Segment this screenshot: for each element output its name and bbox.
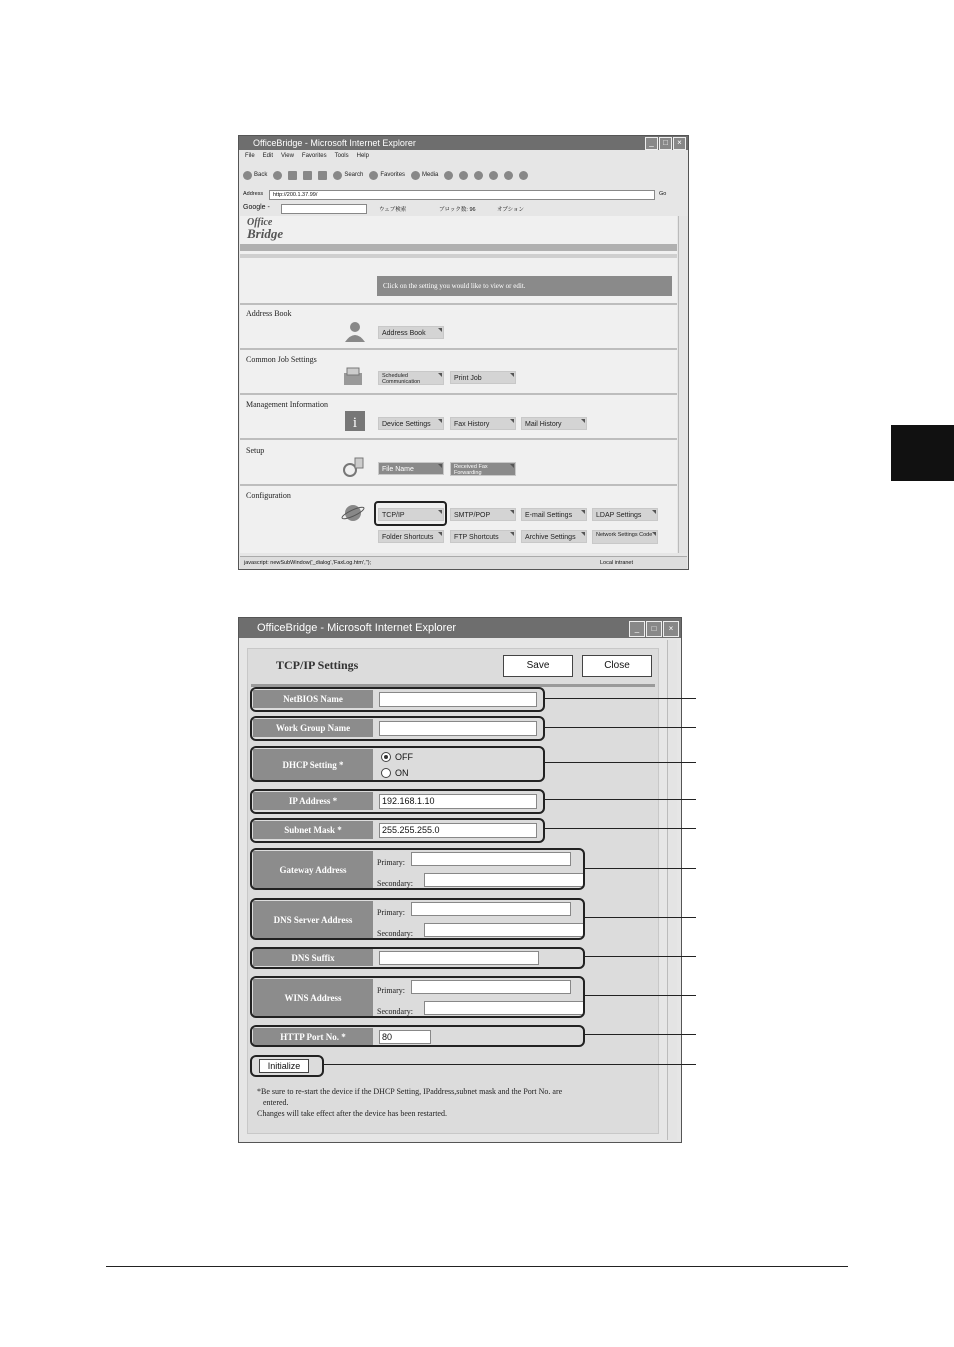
setup-icon (341, 456, 365, 478)
svg-text:i: i (352, 415, 358, 431)
address-input[interactable]: http://200.1.37.99/ (269, 190, 655, 200)
mail-icon[interactable] (459, 171, 468, 180)
page-content (240, 216, 677, 553)
menu-bar (239, 153, 688, 159)
wins-primary-label: Primary: (377, 986, 405, 995)
status-zone: Local intranet (600, 560, 634, 566)
media-icon (411, 171, 420, 180)
messenger-icon[interactable] (519, 171, 528, 180)
header-divider-2 (240, 254, 677, 258)
logo-office-text: Office (247, 217, 273, 228)
google-web-search[interactable]: ウェブ検索 (379, 207, 407, 213)
note-line-1: *Be sure to re-start the device if the DHCP Setting, IPaddress,subnet mask and the Port No. are (257, 1087, 563, 1096)
address-book-button[interactable]: Address Book (378, 326, 444, 339)
scheduled-communication-button[interactable]: Scheduled Communication (378, 371, 444, 385)
leader-line-8 (584, 956, 696, 957)
gateway-secondary-label: Secondary: (377, 879, 413, 888)
subnet-mask-input[interactable]: 255.255.255.0 (379, 823, 537, 838)
logo-bridge-text: Bridge (247, 226, 284, 241)
tcp-ip-highlight (374, 501, 447, 526)
gateway-primary-label: Primary: (377, 858, 405, 867)
fax-history-button[interactable]: Fax History (450, 417, 516, 430)
search-button[interactable]: Search (333, 171, 363, 180)
print-job-button[interactable]: Print Job (450, 371, 516, 384)
favorites-button[interactable]: Favorites (369, 171, 405, 180)
callout-4 (250, 789, 545, 814)
media-button[interactable]: Media (411, 171, 438, 180)
leader-line-7 (584, 917, 696, 918)
print-icon[interactable] (474, 171, 483, 180)
save-button[interactable]: Save (503, 655, 573, 677)
search-icon (333, 171, 342, 180)
http-port-input[interactable]: 80 (379, 1030, 431, 1044)
chapter-tab (891, 425, 954, 481)
callout-5 (250, 818, 545, 843)
dialog-title-bar (239, 618, 681, 638)
back-button[interactable]: Back (243, 171, 267, 180)
close-window-button[interactable]: × (673, 137, 686, 150)
back-icon (243, 171, 252, 180)
menu-edit[interactable]: Edit (262, 153, 274, 159)
dialog-minimize-button[interactable]: _ (629, 621, 645, 637)
menu-file[interactable]: File (245, 153, 255, 159)
instruction-banner: Click on the setting you would like to view or edit. (377, 276, 672, 296)
go-button[interactable]: Go (659, 191, 667, 197)
section-title-setup: Setup (246, 446, 265, 455)
netbios-name-label: NetBIOS Name (253, 690, 373, 708)
leader-line-11 (323, 1064, 696, 1065)
dns-primary-label: Primary: (377, 908, 405, 917)
address-label: Address (243, 191, 264, 197)
dialog-vertical-scrollbar[interactable] (667, 640, 677, 1140)
device-settings-button[interactable]: Device Settings (378, 417, 444, 430)
wins-secondary-label: Secondary: (377, 1007, 413, 1016)
dialog-close-window-button[interactable]: × (663, 621, 679, 637)
officebridge-logo (247, 218, 283, 240)
note-line-2: entered. (263, 1098, 289, 1107)
ip-address-input[interactable]: 192.168.1.10 (379, 794, 537, 809)
section-divider (240, 303, 677, 305)
dns-suffix-label: DNS Suffix (253, 949, 373, 966)
section-divider (240, 438, 677, 440)
leader-line-3 (544, 762, 696, 763)
info-icon (343, 410, 367, 432)
wins-address-label: WINS Address (253, 979, 373, 1016)
archive-settings-button[interactable]: Archive Settings (521, 530, 587, 543)
dialog-window-title: OfficeBridge - Microsoft Internet Explorer (257, 622, 457, 634)
home-icon[interactable] (318, 171, 327, 180)
refresh-icon[interactable] (303, 171, 312, 180)
ldap-settings-button[interactable]: LDAP Settings (592, 508, 658, 521)
dns-secondary-label: Secondary: (377, 929, 413, 938)
http-port-label: HTTP Port No. * (253, 1028, 373, 1045)
menu-tools[interactable]: Tools (334, 153, 349, 159)
section-divider (240, 393, 677, 395)
callout-7 (250, 898, 585, 940)
menu-view[interactable]: View (281, 153, 294, 159)
google-label: Google - (243, 204, 270, 211)
status-bar (240, 556, 687, 569)
job-settings-icon (341, 365, 365, 387)
smtp-pop-button[interactable]: SMTP/POP (450, 508, 516, 521)
note-line-3: Changes will take effect after the device has been restarted. (257, 1109, 447, 1118)
person-icon (343, 320, 367, 342)
received-fax-forwarding-button[interactable]: Received Fax Forwarding (450, 462, 516, 476)
section-divider (240, 348, 677, 350)
mail-history-button[interactable]: Mail History (521, 417, 587, 430)
edit-icon[interactable] (489, 171, 498, 180)
tcp-ip-button[interactable]: TCP/IP (378, 508, 444, 521)
leader-line-10 (584, 1034, 696, 1035)
menu-help[interactable]: Help (356, 153, 369, 159)
google-options[interactable]: オプション (497, 207, 525, 213)
network-settings-code-button[interactable]: Network Settings Code (592, 530, 658, 544)
callout-3 (250, 746, 545, 782)
section-title-address-book: Address Book (246, 309, 292, 318)
callout-10 (250, 1025, 585, 1047)
window-title: OfficeBridge - Microsoft Internet Explorer (253, 138, 416, 148)
leader-line-9 (584, 995, 696, 996)
dns-server-address-label: DNS Server Address (253, 901, 373, 938)
section-divider (240, 484, 677, 486)
leader-line-2 (544, 727, 696, 728)
browser-window-main (238, 135, 689, 570)
globe-icon (341, 502, 365, 524)
callout-9 (250, 976, 585, 1018)
dialog-maximize-button[interactable]: □ (646, 621, 662, 637)
callout-1 (250, 687, 545, 712)
ip-address-label: IP Address * (253, 792, 373, 810)
email-settings-button[interactable]: E-mail Settings (521, 508, 587, 521)
stop-icon[interactable] (288, 171, 297, 180)
file-name-button[interactable]: File Name (378, 462, 444, 475)
section-title-management: Management Information (246, 400, 328, 409)
section-title-common-job: Common Job Settings (246, 355, 317, 364)
dhcp-off-option[interactable]: OFF (381, 752, 413, 762)
dialog-heading: TCP/IP Settings (276, 658, 359, 672)
discuss-icon[interactable] (504, 171, 513, 180)
dhcp-setting-label: DHCP Setting * (253, 749, 373, 780)
initialize-button[interactable]: Initialize (259, 1059, 309, 1073)
work-group-name-label: Work Group Name (253, 719, 373, 737)
close-button[interactable]: Close (582, 655, 652, 677)
footer-rule (106, 1266, 848, 1267)
leader-line-5 (544, 828, 696, 829)
star-icon (369, 171, 378, 180)
browser-toolbar (239, 167, 688, 183)
leader-line-6 (584, 868, 696, 869)
ftp-shortcuts-button[interactable]: FTP Shortcuts (450, 530, 516, 543)
google-search-input[interactable] (281, 204, 367, 214)
leader-line-4 (544, 799, 696, 800)
callout-8 (250, 947, 585, 969)
header-divider (240, 244, 677, 251)
callout-2 (250, 716, 545, 741)
gateway-address-label: Gateway Address (253, 851, 373, 888)
menu-favorites[interactable]: Favorites (301, 153, 327, 159)
vertical-scrollbar[interactable] (678, 216, 688, 553)
restart-note (257, 1086, 653, 1119)
minimize-button[interactable]: _ (645, 137, 658, 150)
folder-shortcuts-button[interactable]: Folder Shortcuts (378, 530, 444, 543)
google-popup-blocker[interactable]: ブロック数: 96 (439, 207, 476, 213)
history-icon[interactable] (444, 171, 453, 180)
forward-icon[interactable] (273, 171, 282, 180)
maximize-button[interactable]: □ (659, 137, 672, 150)
dhcp-on-option[interactable]: ON (381, 768, 409, 778)
callout-11 (250, 1055, 324, 1077)
title-bar (239, 136, 688, 150)
section-title-configuration: Configuration (246, 491, 291, 500)
status-text: javascript: newSubWindow('_dialog','FaxLog.htm',''); (244, 560, 372, 566)
subnet-mask-label: Subnet Mask * (253, 821, 373, 839)
callout-6 (250, 848, 585, 890)
leader-line-1 (544, 698, 696, 699)
